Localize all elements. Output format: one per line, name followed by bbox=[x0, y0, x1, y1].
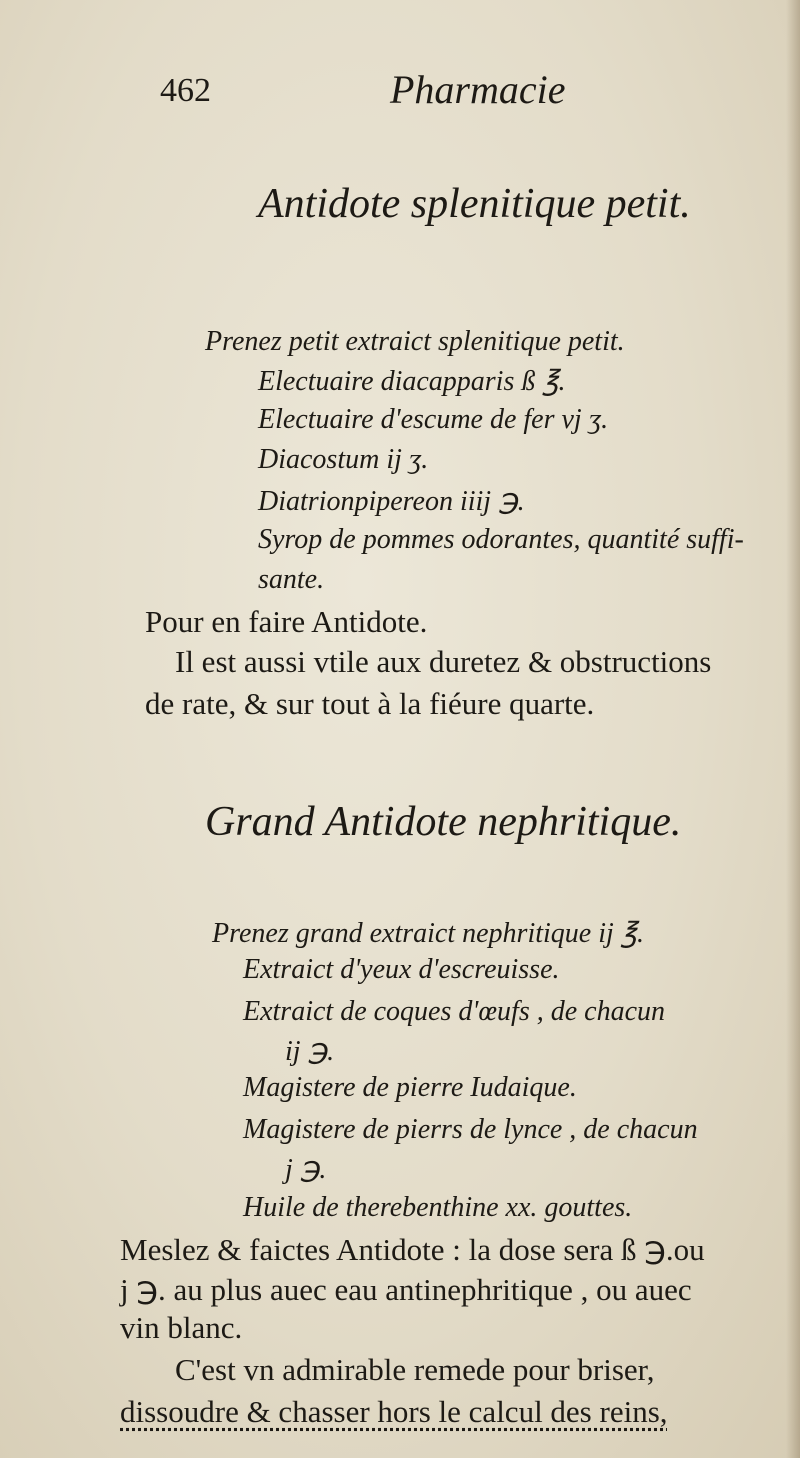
body-text-line: Pour en faire Antidote. bbox=[145, 604, 428, 639]
body-text-line: dissoudre & chasser hors le calcul des reins, bbox=[120, 1394, 668, 1429]
ingredient-line: Diacostum ij ʒ. bbox=[258, 444, 429, 475]
ingredient-line: Magistere de pierre Iudaique. bbox=[243, 1072, 577, 1103]
ingredient-line: Huile de therebenthine xx. gouttes. bbox=[243, 1192, 633, 1223]
page-edge-shadow bbox=[786, 0, 800, 1458]
body-text-line: vin blanc. bbox=[120, 1310, 243, 1345]
body-text-line: de rate, & sur tout à la fiéure quarte. bbox=[145, 686, 595, 721]
ingredient-line: sante. bbox=[258, 564, 325, 595]
body-text-line: C'est vn admirable remede pour briser, bbox=[175, 1352, 655, 1387]
section-title-nephritique: Grand Antidote nephritique. bbox=[205, 799, 682, 845]
running-title: Pharmacie bbox=[390, 67, 566, 112]
ingredient-line: ij ℈. bbox=[285, 1036, 335, 1067]
ingredient-line: Prenez grand extraict nephritique ij ℥. bbox=[212, 918, 644, 949]
ingredient-line: Electuaire d'escume de fer vj ʒ. bbox=[258, 404, 609, 435]
body-text-line: Meslez & faictes Antidote : la dose sera ß ℈.ou bbox=[120, 1232, 705, 1267]
ingredient-line: Prenez petit extraict splenitique petit. bbox=[205, 326, 625, 357]
ingredient-line: j ℈. bbox=[285, 1154, 327, 1185]
body-text-line: Il est aussi vtile aux duretez & obstructions bbox=[175, 644, 712, 679]
page-number: 462 bbox=[160, 72, 211, 109]
ingredient-line: Extraict d'yeux d'escreuisse. bbox=[243, 954, 560, 985]
ingredient-line: Diatrionpipereon iiij ℈. bbox=[258, 486, 525, 517]
ingredient-line: Electuaire diacapparis ß ℥. bbox=[258, 366, 566, 397]
body-text-line: j ℈. au plus auec eau antinephritique , ou auec bbox=[120, 1272, 692, 1307]
ingredient-line: Extraict de coques d'œufs , de chacun bbox=[243, 996, 665, 1027]
ingredient-line: Magistere de pierrs de lynce , de chacun bbox=[243, 1114, 698, 1145]
ingredient-line: Syrop de pommes odorantes, quantité suffi- bbox=[258, 524, 744, 555]
section-title-splenitique: Antidote splenitique petit. bbox=[258, 181, 691, 227]
